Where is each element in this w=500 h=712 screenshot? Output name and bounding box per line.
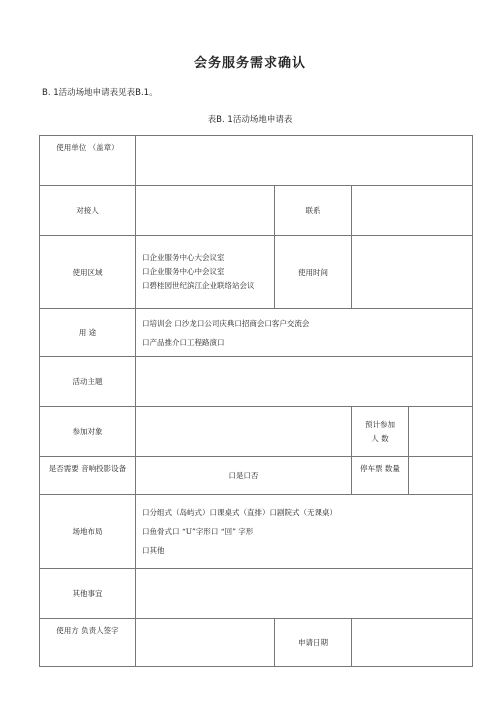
theme-label: 活动主题 xyxy=(72,377,103,386)
participants-field[interactable] xyxy=(136,407,352,457)
row-other xyxy=(40,569,473,619)
participants-label: 参加对象 xyxy=(72,427,103,436)
parking-label-cell xyxy=(352,457,409,495)
expected-count-label-cell xyxy=(352,407,409,457)
time-label-cell xyxy=(275,236,352,309)
area-option-liaison-station[interactable]: 口碧桂园世纪滨江企业联络站会议 xyxy=(142,281,255,290)
row-av-parking xyxy=(40,457,473,495)
theme-label-cell xyxy=(40,357,136,407)
apply-date-field[interactable] xyxy=(352,619,473,667)
contact-label-cell xyxy=(275,186,352,236)
contact-person-field[interactable] xyxy=(136,186,275,236)
purpose-label-cell xyxy=(40,309,136,357)
row-area xyxy=(40,236,473,309)
purpose-options-line2[interactable]: 口产品推介口工程路演口 xyxy=(142,337,225,347)
row-theme xyxy=(40,357,473,407)
av-label: 是否需要 音响投影设备 xyxy=(48,464,127,473)
signature-field[interactable] xyxy=(136,619,275,667)
contact-label: 联系 xyxy=(305,206,321,215)
row-purpose xyxy=(40,309,473,357)
expected-count-label-line2: 人 数 xyxy=(371,433,389,443)
apply-date-label-cell xyxy=(275,619,352,667)
layout-options-line2[interactable]: 口鱼骨式口 “U”字形口 “回” 字形 xyxy=(142,527,254,536)
row-unit xyxy=(40,136,473,186)
area-label-cell xyxy=(40,236,136,309)
row-layout xyxy=(40,495,473,569)
av-options[interactable]: 口是口否 xyxy=(228,471,259,480)
expected-count-label-line1: 预计参加 xyxy=(365,419,395,429)
layout-options-cell xyxy=(136,495,473,569)
other-field[interactable] xyxy=(136,569,473,619)
contact-field[interactable] xyxy=(352,186,473,236)
unit-label-cell xyxy=(40,136,136,186)
participants-label-cell xyxy=(40,407,136,457)
contact-person-label: 对接人 xyxy=(76,206,99,215)
other-label-cell xyxy=(40,569,136,619)
purpose-options-line1[interactable]: 口培训会 口沙龙口公司庆典口招商会口客户交流会 xyxy=(142,318,310,328)
area-options-cell xyxy=(136,236,275,309)
unit-field[interactable] xyxy=(136,136,473,186)
contact-person-label-cell xyxy=(40,186,136,236)
signature-label-cell xyxy=(40,619,136,667)
expected-count-field[interactable] xyxy=(409,407,473,457)
document-title: 会务服务需求确认 xyxy=(193,56,306,71)
unit-label: 使用单位 （盖章） xyxy=(56,143,119,152)
area-option-large-room[interactable]: 口企业服务中心大会议室 xyxy=(142,253,225,262)
venue-application-form xyxy=(39,135,473,667)
layout-options-line3[interactable]: 口其他 xyxy=(142,546,165,555)
layout-options-line1[interactable]: 口分组式（岛屿式）口课桌式（直排）口剧院式（无课桌） xyxy=(142,508,337,517)
row-signature xyxy=(40,619,473,667)
time-field[interactable] xyxy=(352,236,473,309)
purpose-label: 用 途 xyxy=(78,328,97,337)
area-label: 使用区域 xyxy=(72,267,103,277)
row-participants xyxy=(40,407,473,457)
parking-field[interactable] xyxy=(409,457,473,495)
signature-label: 使用方 负责人签字 xyxy=(56,626,119,635)
purpose-options-cell xyxy=(136,309,473,357)
intro-text: B. 1活动场地申请表见表B.1。 xyxy=(42,88,158,98)
av-options-cell[interactable] xyxy=(136,457,352,495)
area-option-medium-room[interactable]: 口企业服务中心中会议室 xyxy=(142,267,225,276)
av-label-cell xyxy=(40,457,136,495)
layout-label-cell xyxy=(40,495,136,569)
parking-label: 停车票 数量 xyxy=(360,464,400,473)
apply-date-label: 申请日期 xyxy=(298,638,328,647)
row-contact xyxy=(40,186,473,236)
layout-label: 场地布局 xyxy=(72,527,103,536)
time-label: 使用时间 xyxy=(298,267,328,277)
theme-field[interactable] xyxy=(136,357,473,407)
other-label: 其他事宜 xyxy=(72,589,103,598)
table-caption: 表B. 1活动场地申请表 xyxy=(207,115,293,125)
